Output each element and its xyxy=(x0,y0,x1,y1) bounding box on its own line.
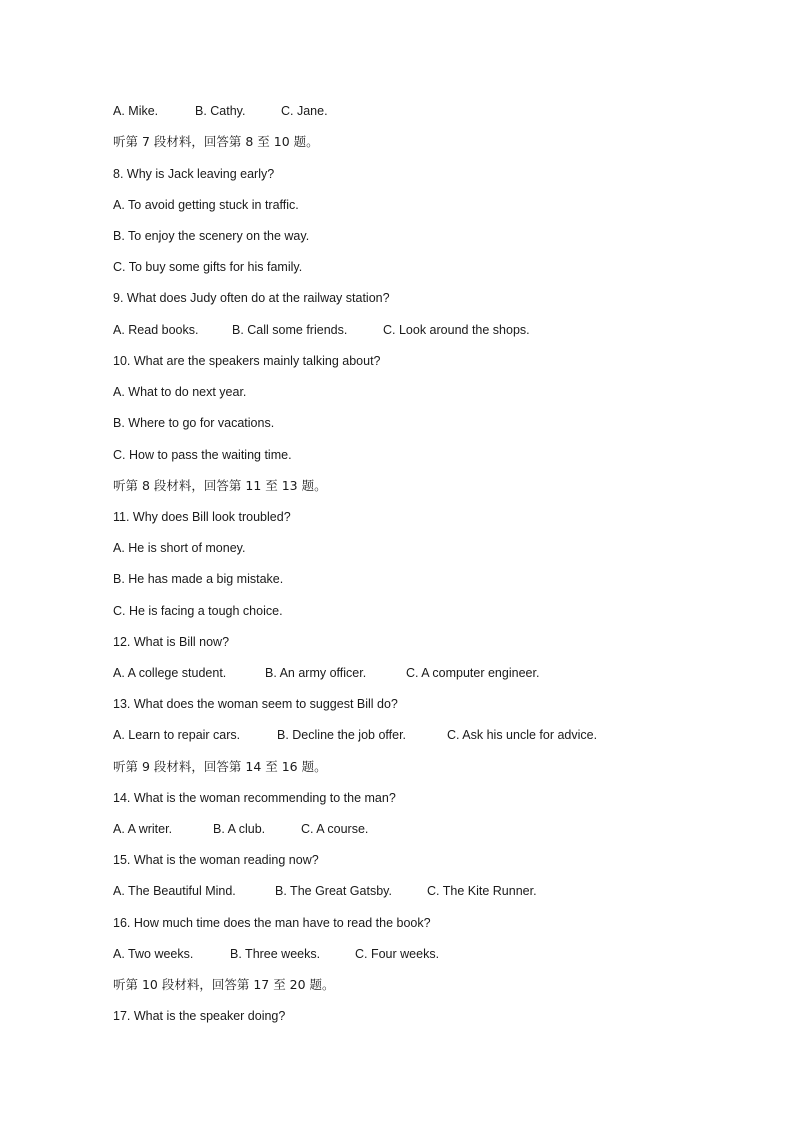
q12-question: 12. What is Bill now? xyxy=(113,635,230,649)
q15-option-c: C. The Kite Runner. xyxy=(427,884,537,898)
section-10-heading: 听第 10 段材料，回答第 17 至 20 题。 xyxy=(113,977,335,992)
q15-option-a: A. The Beautiful Mind. xyxy=(113,884,236,898)
q11-option-a: A. He is short of money. xyxy=(113,541,246,555)
q9-option-b: B. Call some friends. xyxy=(232,323,348,337)
q10-question: 10. What are the speakers mainly talking about? xyxy=(113,354,381,368)
q13-option-a: A. Learn to repair cars. xyxy=(113,728,241,742)
section-9-heading: 听第 9 段材料，回答第 14 至 16 题。 xyxy=(113,759,327,774)
q11-option-c: C. He is facing a tough choice. xyxy=(113,604,283,618)
q13-question: 13. What does the woman seem to suggest Bill do? xyxy=(113,697,398,711)
q8-option-b: B. To enjoy the scenery on the way. xyxy=(113,229,310,243)
q15-option-b: B. The Great Gatsby. xyxy=(275,884,392,898)
q10-option-a: A. What to do next year. xyxy=(113,385,247,399)
q11-option-b: B. He has made a big mistake. xyxy=(113,572,284,586)
q16-option-a: A. Two weeks. xyxy=(113,947,194,961)
q12-option-c: C. A computer engineer. xyxy=(406,666,540,680)
q10-option-c: C. How to pass the waiting time. xyxy=(113,448,292,462)
section-7-heading: 听第 7 段材料，回答第 8 至 10 题。 xyxy=(113,134,319,149)
q8-option-c: C. To buy some gifts for his family. xyxy=(113,260,303,274)
q8-option-a: A. To avoid getting stuck in traffic. xyxy=(113,198,299,212)
q13-option-b: B. Decline the job offer. xyxy=(277,728,407,742)
q12-option-a: A. A college student. xyxy=(113,666,227,680)
section-8-heading: 听第 8 段材料，回答第 11 至 13 题。 xyxy=(113,478,327,493)
q7-option-b: B. Cathy. xyxy=(195,104,246,118)
q14-option-a: A. A writer. xyxy=(113,822,173,836)
q15-question: 15. What is the woman reading now? xyxy=(113,853,319,867)
q9-option-a: A. Read books. xyxy=(113,323,199,337)
q14-question: 14. What is the woman recommending to the man? xyxy=(113,791,396,805)
q14-option-c: C. A course. xyxy=(301,822,369,836)
q11-question: 11. Why does Bill look troubled? xyxy=(113,510,291,524)
q7-option-c: C. Jane. xyxy=(281,104,328,118)
q14-option-b: B. A club. xyxy=(213,822,266,836)
q9-option-c: C. Look around the shops. xyxy=(383,323,530,337)
q12-option-b: B. An army officer. xyxy=(265,666,367,680)
q13-option-c: C. Ask his uncle for advice. xyxy=(447,728,598,742)
q16-question: 16. How much time does the man have to read the book? xyxy=(113,916,431,930)
q8-question: 8. Why is Jack leaving early? xyxy=(113,167,275,181)
q17-question: 17. What is the speaker doing? xyxy=(113,1009,286,1023)
q16-option-c: C. Four weeks. xyxy=(355,947,440,961)
q10-option-b: B. Where to go for vacations. xyxy=(113,416,275,430)
q9-question: 9. What does Judy often do at the railway station? xyxy=(113,291,390,305)
q7-option-a: A. Mike. xyxy=(113,104,159,118)
q16-option-b: B. Three weeks. xyxy=(230,947,321,961)
